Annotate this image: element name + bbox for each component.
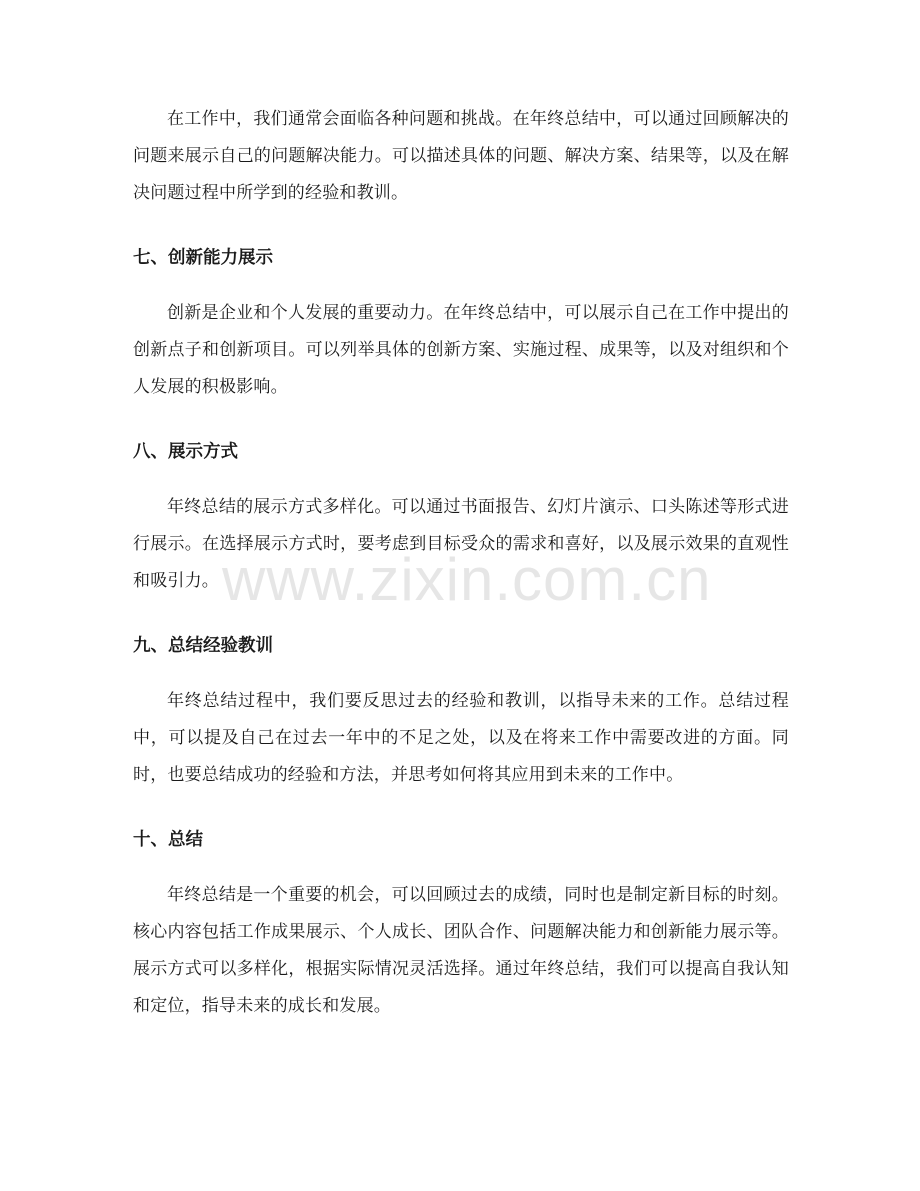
section-8-heading: 八、展示方式 [133, 442, 238, 462]
section-10-heading: 十、总结 [133, 830, 203, 850]
spacer [133, 600, 789, 628]
spacer [133, 794, 789, 822]
spacer [133, 665, 789, 683]
section-9-heading: 九、总结经验教训 [133, 636, 273, 656]
spacer [133, 471, 789, 489]
watermark-text: www.zixin.com.cn [222, 546, 712, 613]
section-7-heading: 七、创新能力展示 [133, 248, 273, 268]
document-body [133, 101, 789, 1025]
spacer [133, 277, 789, 295]
section-7-paragraph: 创新是企业和个人发展的重要动力。在年终总结中，可以展示自己在工作中提出的创新点子和创新项目。可以列举具体的创新方案、实施过程、成果等，以及对组织和个人发展的积极影响。 [133, 303, 789, 397]
spacer [133, 859, 789, 877]
spacer [133, 406, 789, 434]
spacer [133, 212, 789, 240]
section-9-paragraph: 年终总结过程中，我们要反思过去的经验和教训，以指导未来的工作。总结过程中，可以提及自己在过去一年中的不足之处，以及在将来工作中需要改进的方面。同时，也要总结成功的经验和方法，并思考如何将其应用到未来的工作中。 [133, 691, 789, 785]
intro-paragraph: 在工作中，我们通常会面临各种问题和挑战。在年终总结中，可以通过回顾解决的问题来展示自己的问题解决能力。可以描述具体的问题、解决方案、结果等，以及在解决问题过程中所学到的经验和教训。 [133, 109, 789, 203]
section-10-paragraph: 年终总结是一个重要的机会，可以回顾过去的成绩，同时也是制定新目标的时刻。核心内容包括工作成果展示、个人成长、团队合作、问题解决能力和创新能力展示等。展示方式可以多样化，根据实际情况灵活选择。通过年终总结，我们可以提高自我认知和定位，指导未来的成长和发展。 [133, 885, 789, 1016]
section-8-paragraph: 年终总结的展示方式多样化。可以通过书面报告、幻灯片演示、口头陈述等形式进行展示。在选择展示方式时，要考虑到目标受众的需求和喜好，以及展示效果的直观性和吸引力。 [133, 497, 789, 591]
